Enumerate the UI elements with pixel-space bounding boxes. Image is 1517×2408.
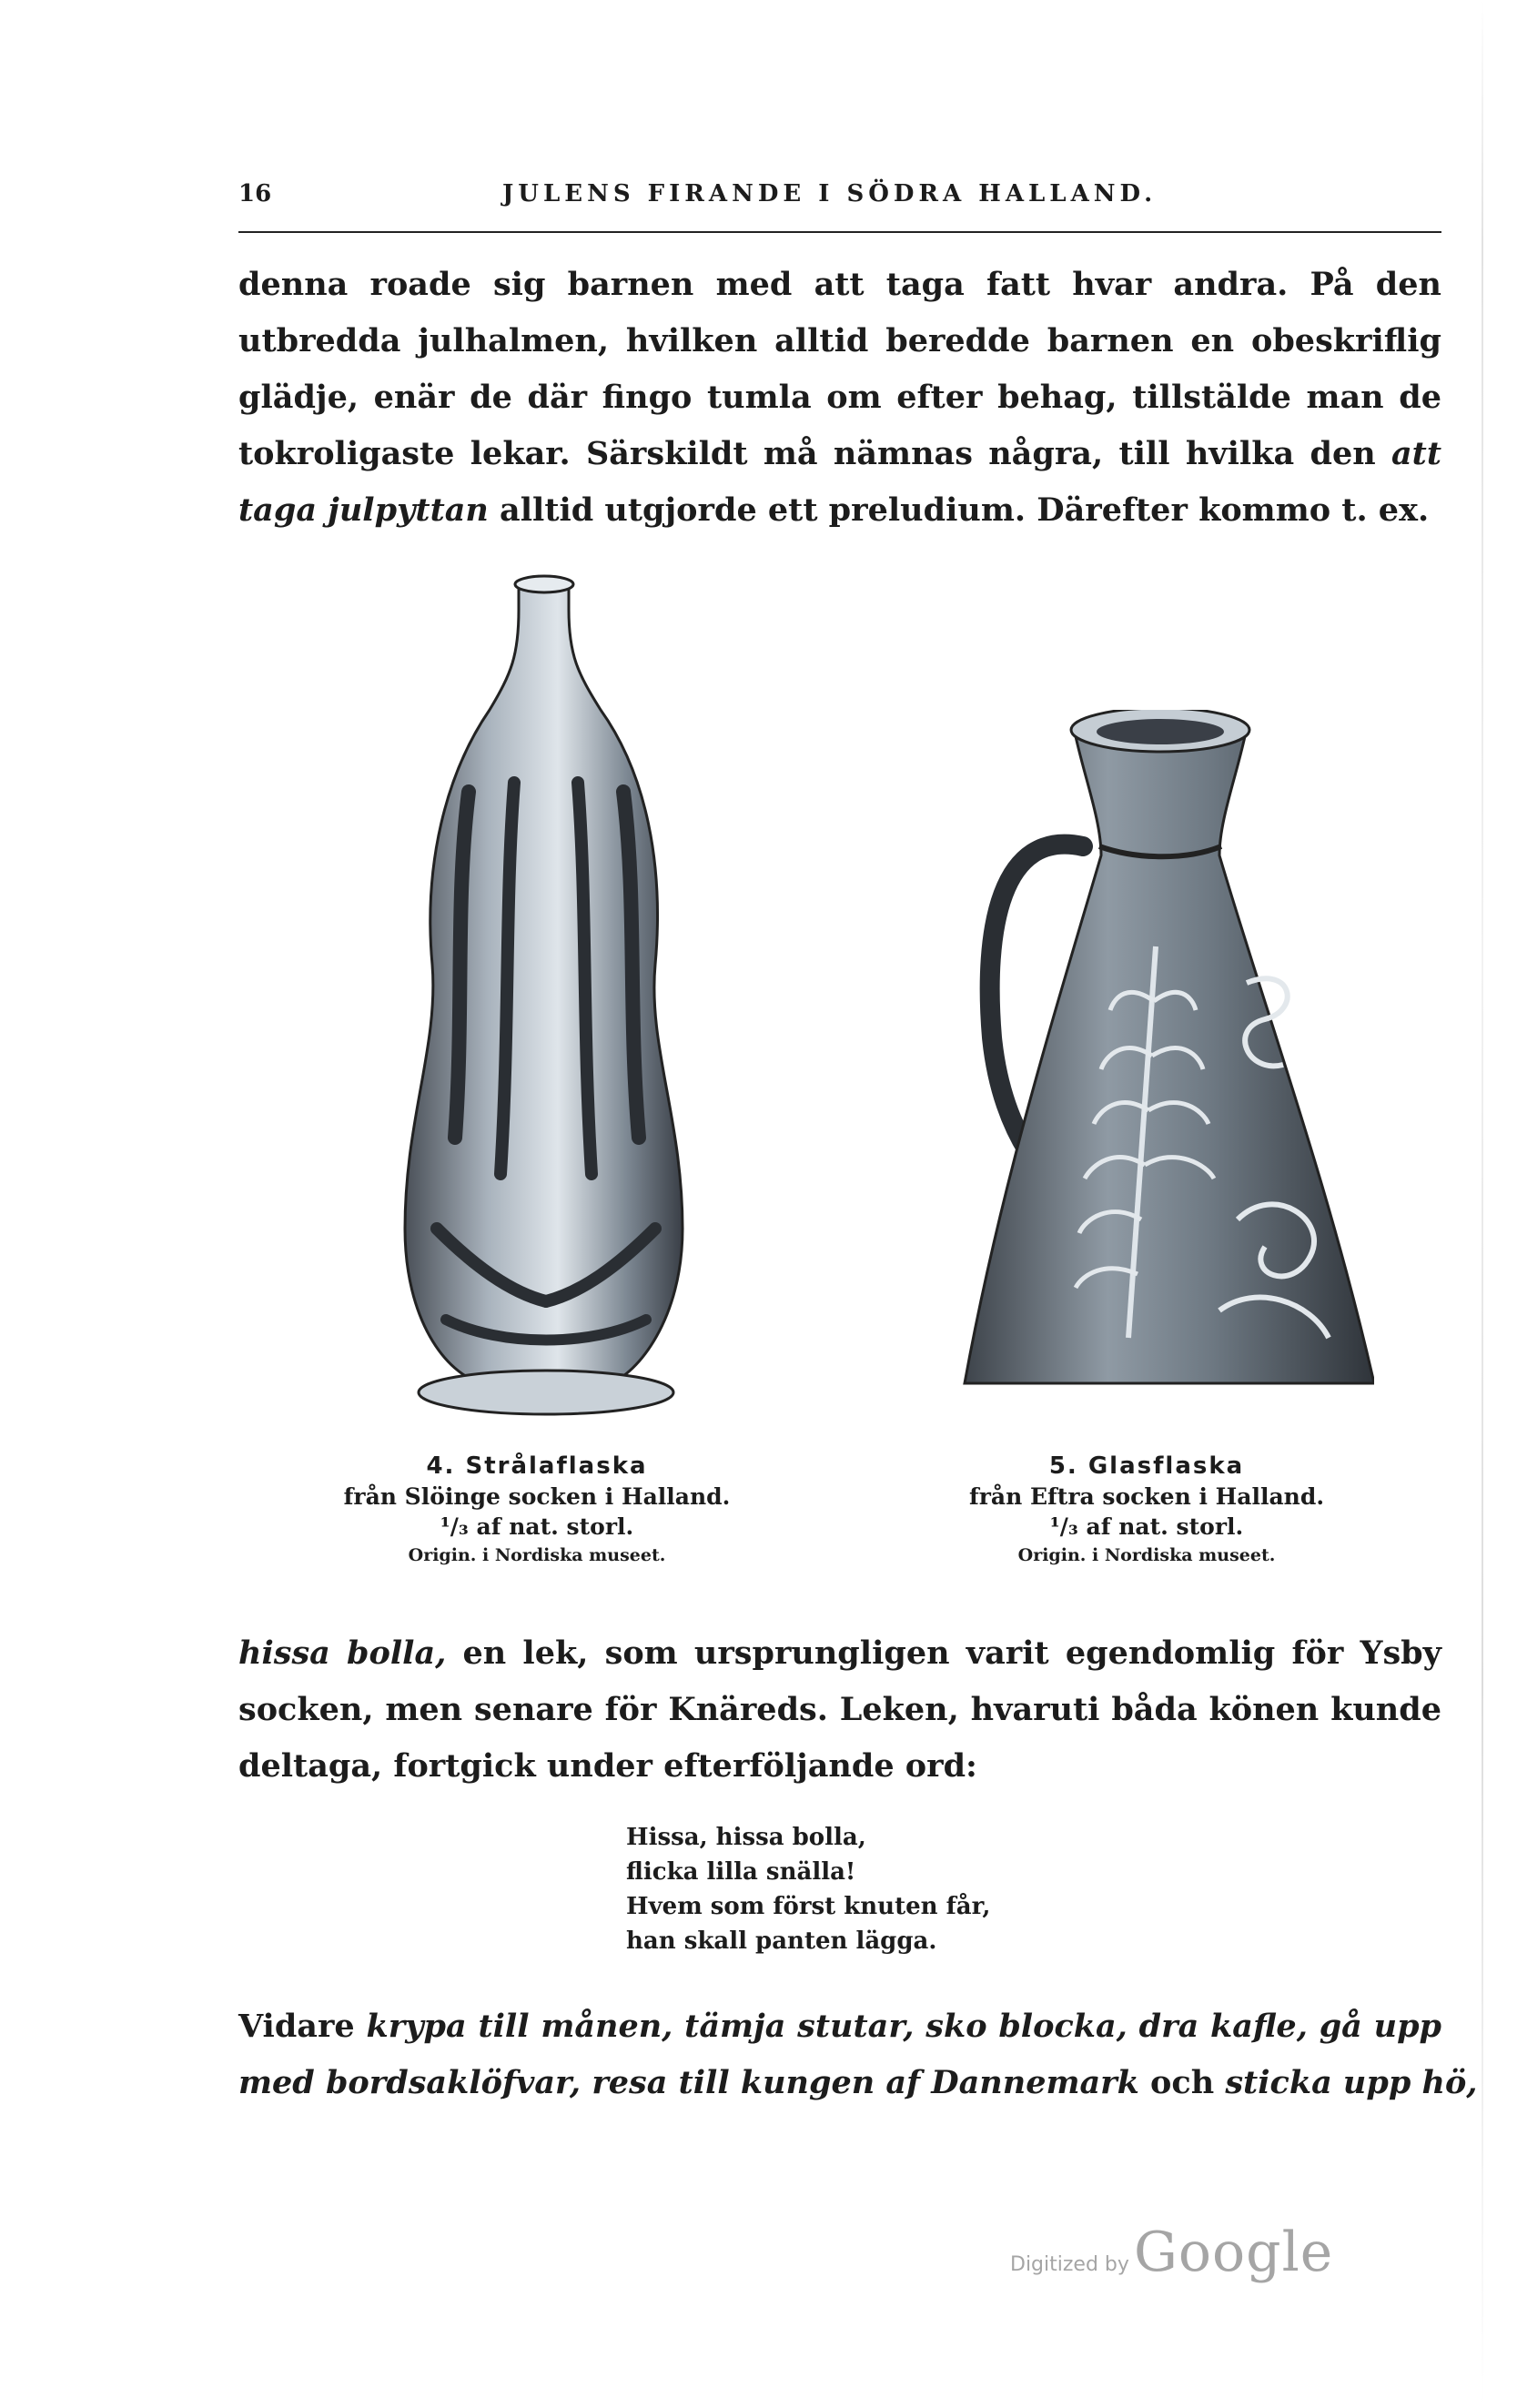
italic-run: att (1391, 435, 1441, 472)
text-run: alltid utgjorde ett preludium. Därefter kommo t. ex. (488, 491, 1430, 529)
text-line: denna roade sig barnen med att taga fatt hvar andra. På den (238, 266, 1441, 303)
text-line: utbredda julhalmen, hvilken alltid beredde barnen en obeskriflig (238, 322, 1441, 359)
text-line (238, 2055, 1478, 2111)
page-header (238, 180, 1441, 217)
text-line (238, 1625, 1441, 1682)
paragraph-2 (238, 1625, 1441, 1795)
text-run (914, 2008, 925, 2045)
figure-5-caption (910, 1452, 1383, 1565)
paragraph-1 (238, 257, 1441, 539)
text-line (238, 1998, 1441, 2055)
figure-5-title: 5. Glasflaska (1048, 1452, 1245, 1480)
text-run (673, 2008, 684, 2045)
text-run (581, 2064, 592, 2101)
text-line: socken, men senare för Knäreds. Leken, hvaruti båda könen kunde (238, 1691, 1441, 1728)
figure-5-scale: ¹/₃ af nat. storl. (1049, 1513, 1244, 1540)
figure-5-origin: från Eftra socken i Halland. (968, 1483, 1325, 1510)
paragraph-3 (238, 1998, 1478, 2111)
google-logo: Google (1134, 2221, 1334, 2284)
scan-edge-line (1482, 0, 1483, 2408)
italic-run: sko blocka, (925, 2008, 1128, 2045)
figure-4-title: 4. Strålaflaska (426, 1452, 648, 1480)
figure-4-scale: ¹/₃ af nat. storl. (440, 1513, 634, 1540)
text-run: och (1138, 2064, 1226, 2101)
figure-4-caption (300, 1452, 774, 1565)
verse-line: han skall panten lägga. (626, 1927, 937, 1955)
italic-run: tämja stutar, (684, 2008, 915, 2045)
header-rule (238, 231, 1441, 233)
text-run: Vidare (238, 2008, 367, 2045)
italic-run: krypa till månen, (366, 2008, 673, 2045)
figure-5-collection: Origin. i Nordiska museet. (1017, 1545, 1276, 1565)
italic-run: sticka upp hö, (1225, 2064, 1478, 2101)
italic-run: med bordsaklöfvar, (238, 2064, 582, 2101)
text-line: deltaga, fortgick under efterföljande ord: (238, 1747, 977, 1785)
figure-4-collection: Origin. i Nordiska museet. (408, 1545, 666, 1565)
text-line (238, 482, 1441, 539)
verse-line: Hvem som först knuten får, (626, 1893, 991, 1920)
italic-run: hissa bolla, (238, 1634, 447, 1672)
verse-line: flicka lilla snälla! (626, 1858, 856, 1886)
page-number: 16 (238, 180, 272, 207)
running-title: JULENS FIRANDE I SÖDRA HALLAND. (502, 180, 1158, 207)
verse-block (626, 1820, 990, 1958)
text-run: en lek, som ursprungligen varit egendomlig för Ysby (446, 1634, 1441, 1672)
text-run (1308, 2008, 1320, 2045)
italic-run: taga julpyttan (238, 491, 489, 529)
italic-run: gå upp (1319, 2008, 1442, 2045)
text-run: tokroligaste lekar. Särskildt må nämnas några, till hvilka den (238, 435, 1376, 472)
text-run (1128, 2008, 1139, 2045)
text-line: glädje, enär de där fingo tumla om efter behag, tillstälde man de (238, 379, 1441, 416)
italic-run: dra kafle, (1138, 2008, 1308, 2045)
verse-line: Hissa, hissa bolla, (626, 1824, 866, 1851)
italic-run: resa till kungen af Dannemark (592, 2064, 1139, 2101)
figure-4-origin: från Slöinge socken i Halland. (343, 1483, 731, 1510)
text-line (238, 426, 1441, 482)
digitized-watermark (1010, 2221, 1333, 2284)
flask-illustration-4 (382, 573, 710, 1420)
jug-illustration-5 (946, 710, 1374, 1401)
watermark-prefix: Digitized by (1010, 2253, 1129, 2276)
